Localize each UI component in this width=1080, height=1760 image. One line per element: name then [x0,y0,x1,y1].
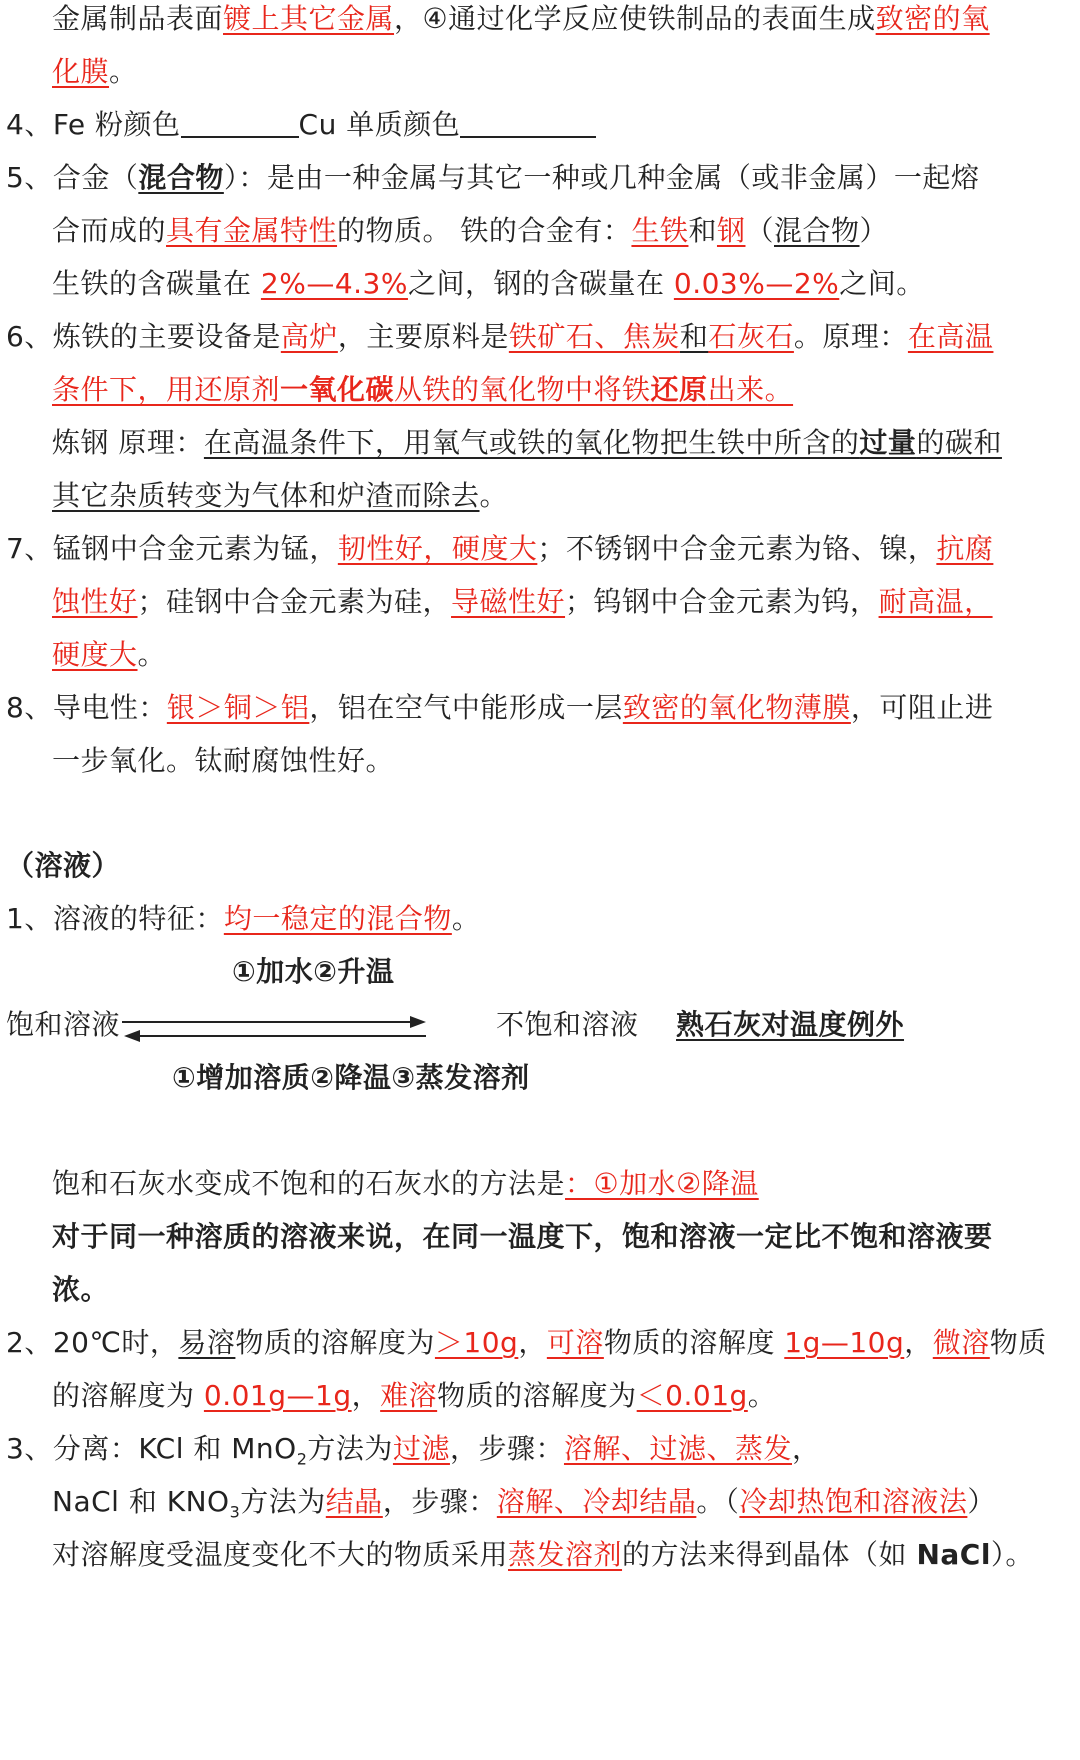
exception-note: 熟石灰对温度例外 [676,1008,905,1041]
text-line: 的溶解度为 0.01g—1g，难溶物质的溶解度为＜0.01g。 [52,1379,777,1412]
solution-item-1: 1、溶液的特征：均一稳定的混合物。 [6,902,481,935]
item-5: 5、合金（混合物）：是由一种金属与其它一种或几种金属（或非金属）一起熔 [6,161,980,194]
unsaturated-solution-label: 不饱和溶液 [496,1008,639,1041]
text-line: 蚀性好；硅钢中合金元素为硅，导磁性好；钨钢中合金元素为钨，耐高温， [52,585,993,618]
text-line: 其它杂质转变为气体和炉渣而除去。 [52,479,509,512]
text-line: 条件下，用还原剂一氧化碳从铁的氧化物中将铁还原出来。 [52,373,794,406]
text-line: 饱和石灰水变成不饱和的石灰水的方法是：①加水②降温 [52,1167,759,1200]
text-line: 炼钢 原理：在高温条件下，用氧气或铁的氧化物把生铁中所含的过量的碳和 [52,426,1002,459]
backward-arrowhead [124,1030,140,1042]
question-4: 4、Fe 粉颜色 Cu 单质颜色 [0,97,1080,153]
text-line: 化膜。 [52,55,138,88]
text-line: 对于同一种溶质的溶液来说，在同一温度下，饱和溶液一定比不饱和溶液要 [52,1220,993,1253]
text-line: 硬度大。 [52,638,167,671]
item-8: 8、导电性：银＞铜＞铝，铝在空气中能形成一层致密的氧化物薄膜，可阻止进 [6,691,994,724]
item-7: 7、锰钢中合金元素为锰，韧性好，硬度大；不锈钢中合金元素为铬、镍，抗腐 [6,532,994,565]
text-line: 生铁的含碳量在 2%—4.3%之间，钢的含碳量在 0.03%—2%之间。 [52,267,925,300]
double-arrow [120,1010,430,1050]
answer-blank[interactable] [181,108,299,138]
text-line: 浓。 [52,1273,110,1306]
text-line: 金属制品表面镀上其它金属，④通过化学反应使铁制品的表面生成致密的氧 [52,2,990,35]
solution-item-2: 2、20℃时，易溶物质的溶解度为＞10g，可溶物质的溶解度 1g—10g，微溶物质 [6,1326,1047,1359]
answer-blank[interactable] [460,108,596,138]
bottom-condition-label: ①增加溶质②降温③蒸发溶剂 [172,1061,530,1094]
saturated-solution-label: 饱和溶液 [6,1008,121,1041]
section-heading: （溶液） [6,849,121,882]
text-line: 对溶解度受温度变化不大的物质采用蒸发溶剂的方法来得到晶体（如 NaCl）。 [52,1538,1034,1571]
text-line: 合而成的具有金属特性的物质。 铁的合金有：生铁和钢（混合物） [52,214,889,247]
solution-item-3: 3、分离：KCl 和 MnO$_2$方法为过滤，步骤：溶解、过滤、蒸发， [6,1432,821,1469]
text-line: NaCl 和 $KNO_3$方法为结晶，步骤：溶解、冷却结晶。（冷却热饱和溶液法） [52,1485,996,1522]
text-line: 一步氧化。钛耐腐蚀性好。 [52,744,395,777]
top-condition-label: ①加水②升温 [232,955,395,988]
forward-arrowhead [410,1016,426,1028]
item-6: 6、炼铁的主要设备是高炉，主要原料是铁矿石、焦炭和石灰石。原理：在高温 [6,320,994,353]
